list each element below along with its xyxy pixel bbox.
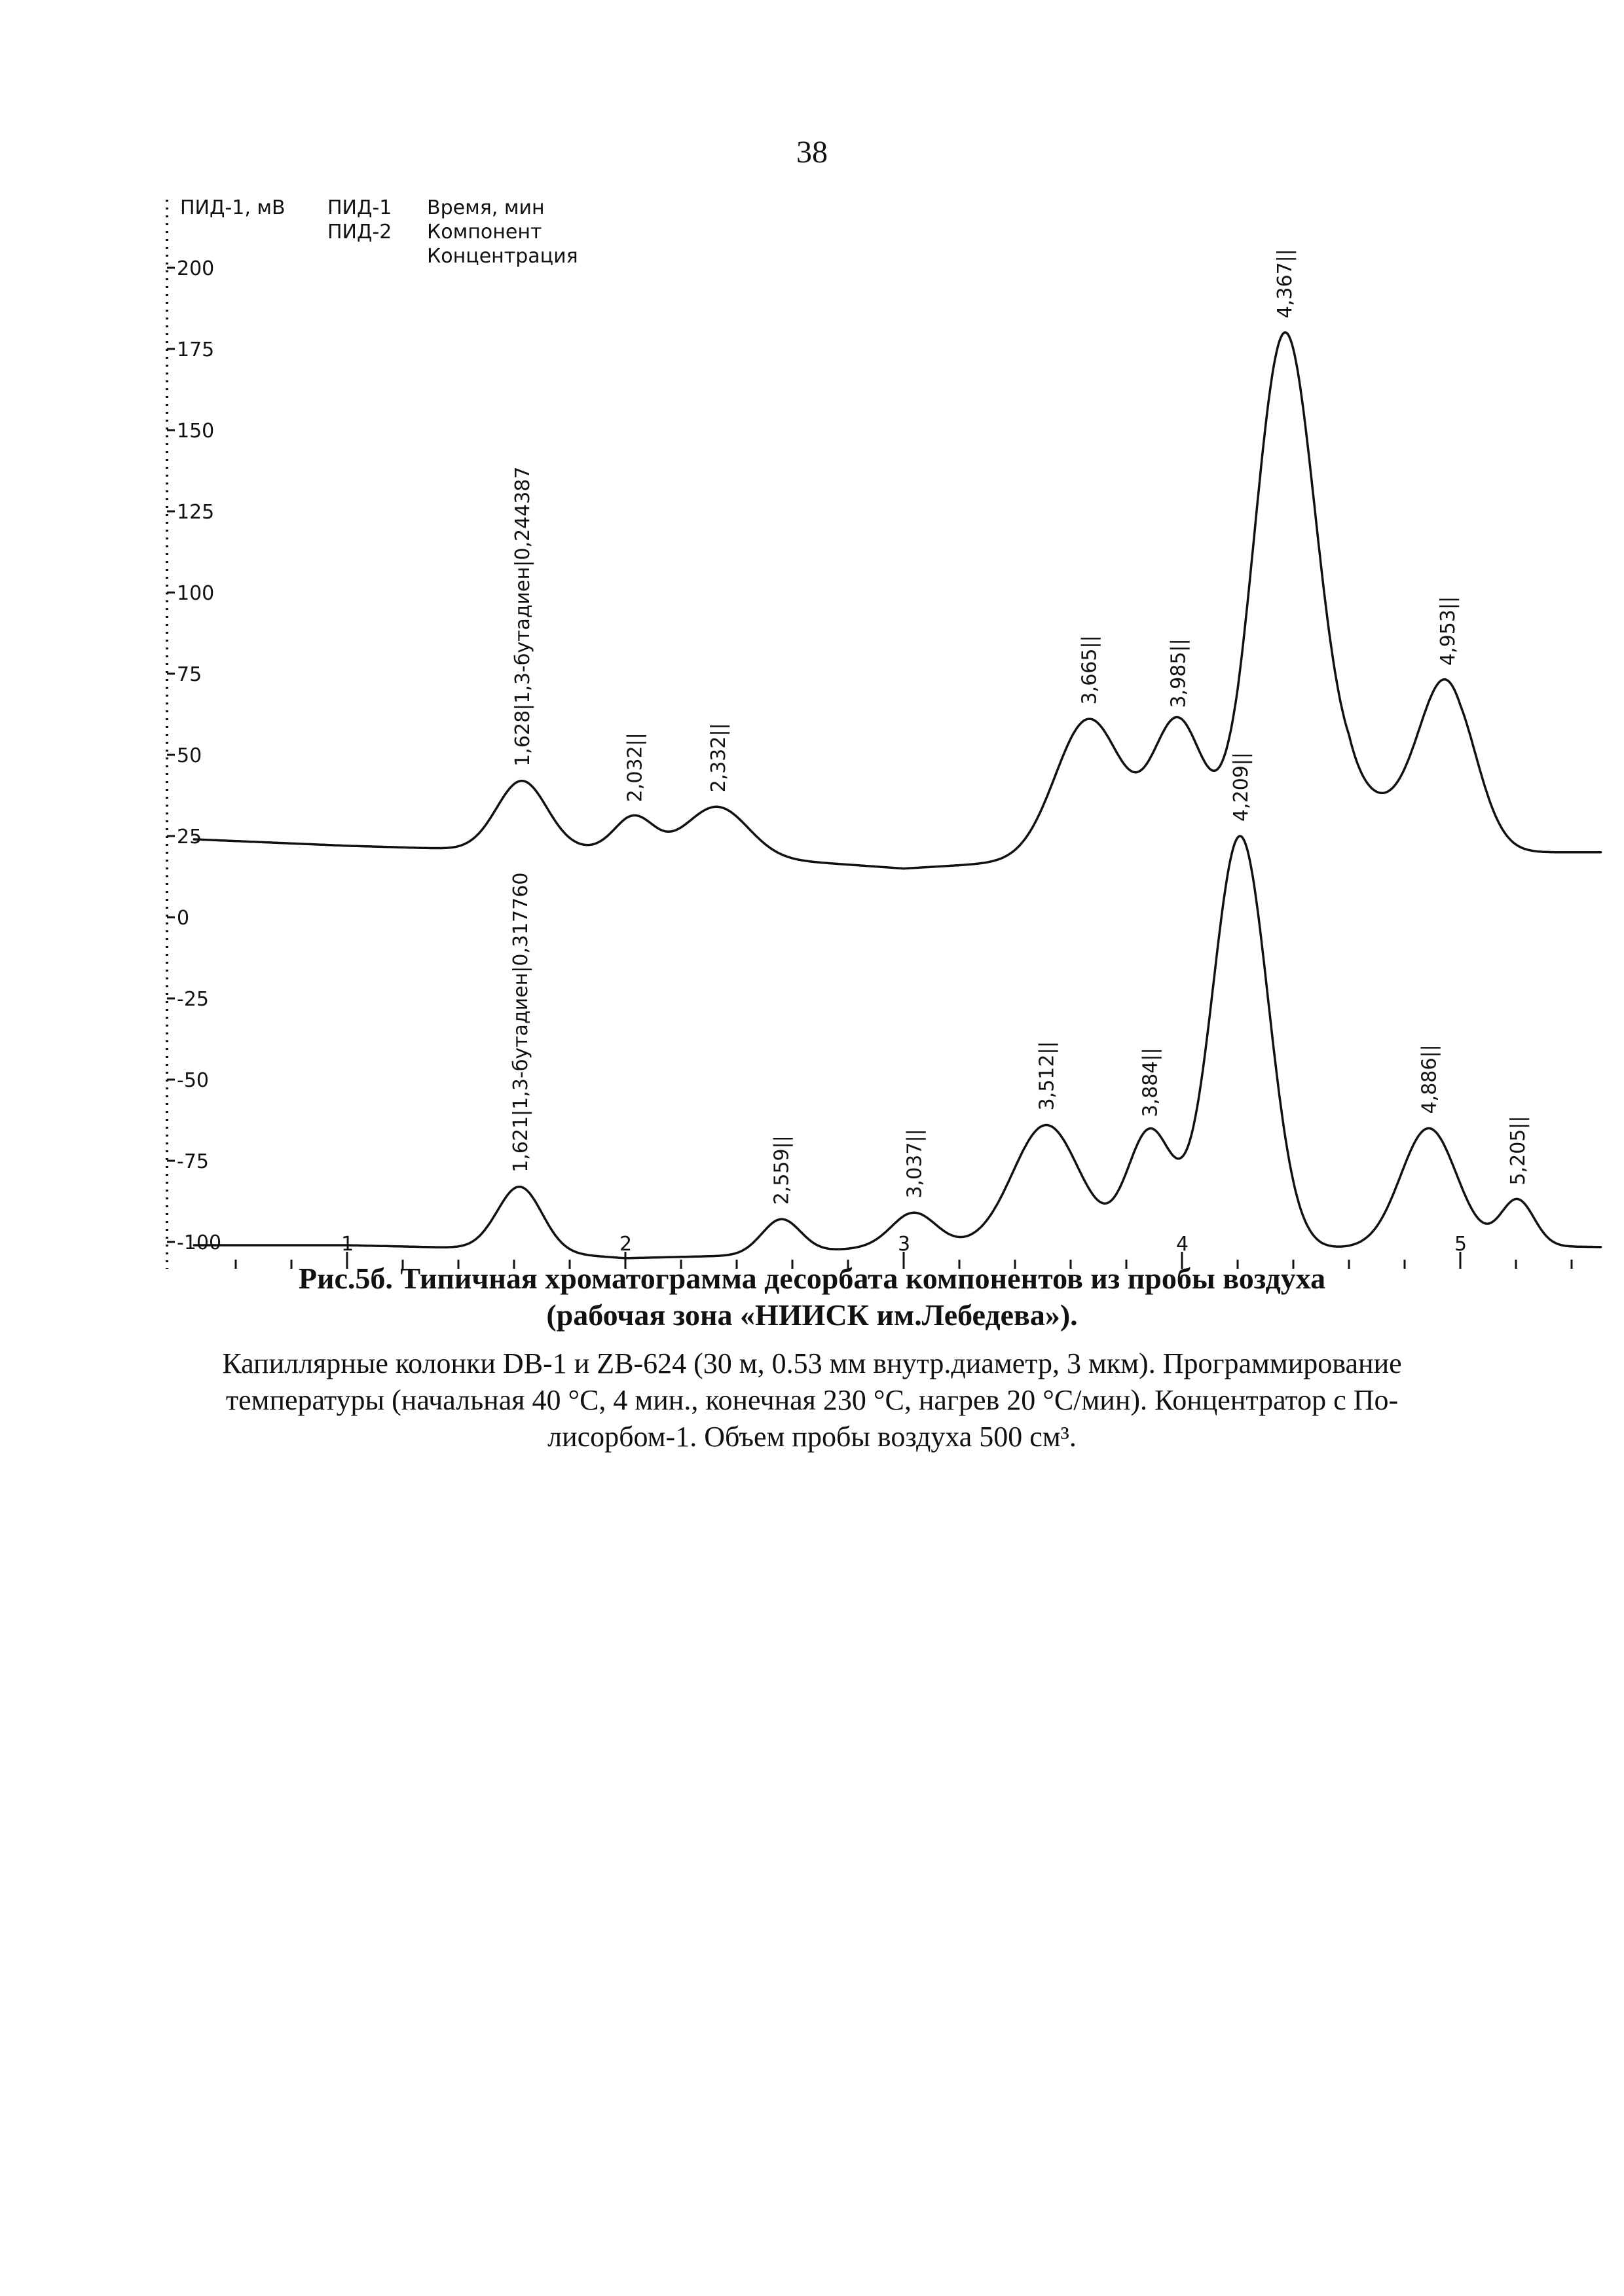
peak-label: 3,665|| [1078, 635, 1101, 705]
field-label-component: Компонент [427, 221, 542, 244]
peak-label: 4,209|| [1229, 752, 1253, 822]
peak-label: 1,621|1,3-бутадиен|0,317760 [509, 872, 532, 1173]
series-layer [194, 333, 1600, 1258]
y-tick-label: 200 [177, 257, 215, 280]
peak-label: 2,559|| [770, 1135, 794, 1205]
y-tick-label: 25 [177, 826, 202, 848]
y-tick-label: -75 [177, 1150, 209, 1173]
peak-label: 3,985|| [1167, 638, 1190, 708]
x-tick-label: 5 [1454, 1233, 1467, 1256]
x-tick-label: 4 [1176, 1233, 1189, 1256]
page-number: 38 [796, 135, 828, 170]
peak-label: 3,884|| [1139, 1048, 1162, 1118]
y-tick-label: 100 [177, 582, 215, 605]
peak-label: 5,205|| [1507, 1116, 1530, 1186]
series-line-2 [194, 836, 1600, 1258]
caption-body-line-3: лисорбом-1. Объем пробы воздуха 500 см³. [547, 1421, 1077, 1453]
peak-label: 1,628|1,3-бутадиен|0,244387 [511, 466, 534, 767]
x-tick-label: 3 [898, 1233, 911, 1256]
figure-caption-body [0, 1345, 1624, 1455]
y-tick-label: 50 [177, 744, 202, 767]
caption-title-line-2: (рабочая зона «НИИСК им.Лебедева»). [546, 1298, 1078, 1332]
y-tick-label: -50 [177, 1069, 209, 1092]
caption-body-line-2: температуры (начальная 40 °С, 4 мин., конечная 230 °С, нагрев 20 °С/мин). Концентратор с По- [225, 1384, 1399, 1416]
caption-body-line-1: Капиллярные колонки DB-1 и ZB-624 (30 м, 0.53 мм внутр.диаметр, 3 мкм). Программирование [222, 1347, 1402, 1379]
peak-label: 2,032|| [623, 733, 647, 803]
peak-label: 3,037|| [903, 1129, 927, 1199]
peak-label: 4,886|| [1418, 1044, 1441, 1114]
chart-header [180, 196, 578, 268]
detector-label-1: ПИД-1 [327, 196, 392, 219]
detector-label-2: ПИД-2 [327, 221, 392, 244]
y-tick-label: -100 [177, 1231, 222, 1254]
field-label-concentration: Концентрация [427, 245, 578, 268]
y-tick-label: 150 [177, 420, 215, 443]
x-tick-label: 1 [341, 1233, 354, 1256]
peak-label: 2,332|| [707, 723, 731, 793]
axis-layer [167, 200, 1572, 1269]
x-tick-label: 2 [619, 1233, 633, 1256]
y-tick-label: 0 [177, 907, 190, 930]
y-unit-label: ПИД-1, мВ [180, 196, 286, 219]
peak-label: 4,367|| [1274, 249, 1297, 319]
peak-label-layer [509, 249, 1530, 1205]
y-tick-label: 175 [177, 338, 215, 361]
figure-caption-title [0, 1260, 1624, 1334]
caption-title-line-1: Рис.5б. Типичная хроматограмма десорбата компонентов из пробы воздуха [298, 1262, 1326, 1295]
y-tick-label: -25 [177, 988, 209, 1011]
y-tick-label: 75 [177, 663, 202, 686]
y-tick-label: 125 [177, 501, 215, 524]
peak-label: 3,512|| [1035, 1041, 1059, 1111]
field-label-time: Время, мин [427, 196, 545, 219]
series-line-1 [194, 333, 1600, 869]
peak-label: 4,953|| [1437, 596, 1460, 666]
